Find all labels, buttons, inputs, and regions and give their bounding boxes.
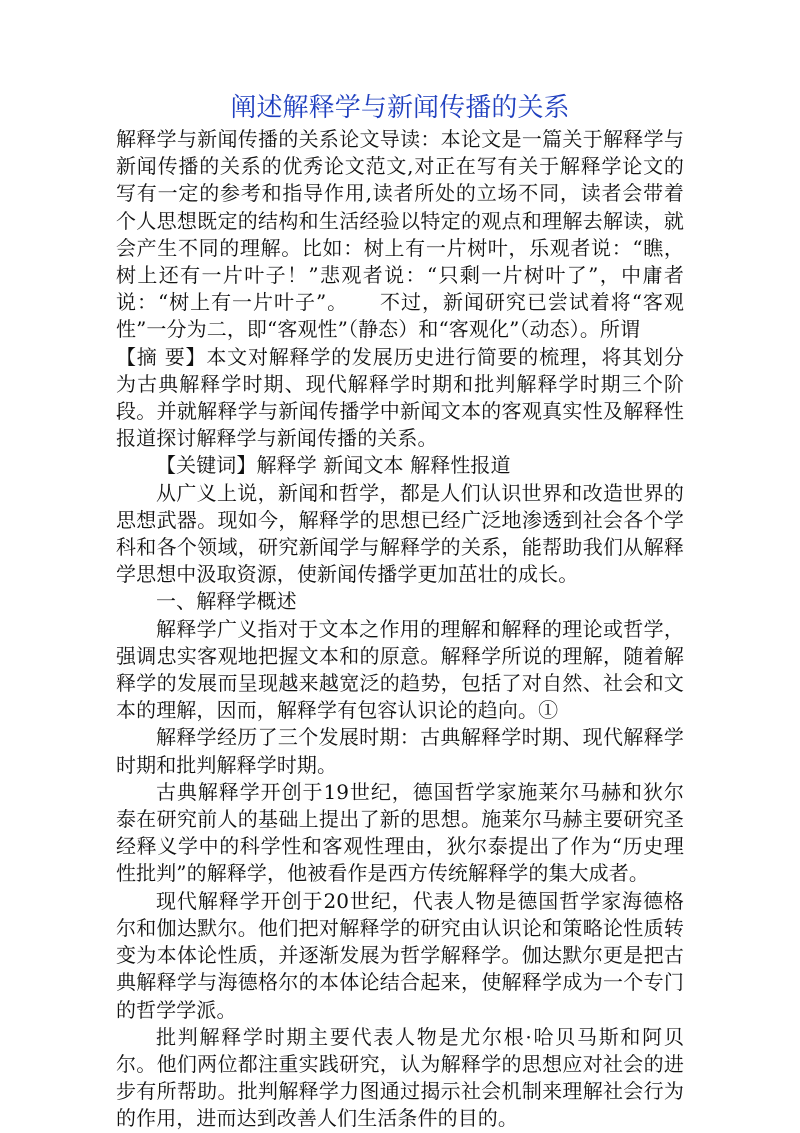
body-paragraph: 从广义上说，新闻和哲学，都是人们认识世界和改造世界的思想武器。现如今，解释学的思想已经广泛地渗透到社会各个学科和各个领域，研究新闻学与解释学的关系，能帮助我们从解释学思想中汲取资源，使新闻传播学更加茁壮的成长。 xyxy=(116,480,684,587)
keywords-line: 【关键词】解释学 新闻文本 解释性报道 xyxy=(156,453,511,478)
document-title: 阐述解释学与新闻传播的关系 xyxy=(230,93,570,123)
intro-paragraph: 解释学与新闻传播的关系论文导读：本论文是一篇关于解释学与新闻传播的关系的优秀论文范文,对正在写有关于解释学论文的写有一定的参考和指导作用,读者所处的立场不同，读者会带着个人思想既定的结构和生活经验以特定的观点和理解去解读，就会产生不同的理解。比如：树上有一片树叶，乐观者说：“瞧，树上还有一片叶子！”悲观者说：“只剩一片树叶了”，中庸者说：“树上有一片叶子”。 不过，新闻研究已尝试着将“客观性”一分为二，即“客观性”（静态）和“客观化”（动态）。所谓 xyxy=(116,127,684,342)
document-page xyxy=(116,92,684,1133)
section-heading: 一、解释学概述 xyxy=(156,589,297,614)
abstract-paragraph: 【摘 要】本文对解释学的发展历史进行简要的梳理，将其划分为古典解释学时期、现代解释学时期和批判解释学时期三个阶段。并就解释学与新闻传播学中新闻文本的客观真实性及解释性报道探讨解释学与新闻传播的关系。 xyxy=(116,344,684,451)
body-paragraph: 解释学经历了三个发展时期：古典解释学时期、现代解释学时期和批判解释学时期。 xyxy=(116,725,684,777)
body-paragraph: 现代解释学开创于20世纪，代表人物是德国哲学家海德格尔和伽达默尔。他们把对解释学的研究由认识论和策略论性质转变为本体论性质，并逐渐发展为哲学解释学。伽达默尔更是把古典解释学与海德格尔的本体论结合起来，使解释学成为一个专门的哲学学派。 xyxy=(116,888,684,1022)
body-paragraph: 古典解释学开创于19世纪，德国哲学家施莱尔马赫和狄尔泰在研究前人的基础上提出了新的思想。施莱尔马赫主要研究圣经释义学中的科学性和客观性理由，狄尔泰提出了作为“历史理性批判”的解释学，他被看作是西方传统解释学的集大成者。 xyxy=(116,779,684,886)
body-paragraph: 解释学广义指对于文本之作用的理解和解释的理论或哲学，强调忠实客观地把握文本和的原意。解释学所说的理解，随着解释学的发展而呈现越来越宽泛的趋势，包括了对自然、社会和文本的理解，因而，解释学有包容认识论的趋向。① xyxy=(116,616,684,723)
body-paragraph: 批判解释学时期主要代表人物是尤尔根·哈贝马斯和阿贝尔。他们两位都注重实践研究，认为解释学的思想应对社会的进步有所帮助。批判解释学力图通过揭示社会机制来理解社会行为的作用，进而达到改善人们生活条件的目的。 xyxy=(116,1024,684,1131)
